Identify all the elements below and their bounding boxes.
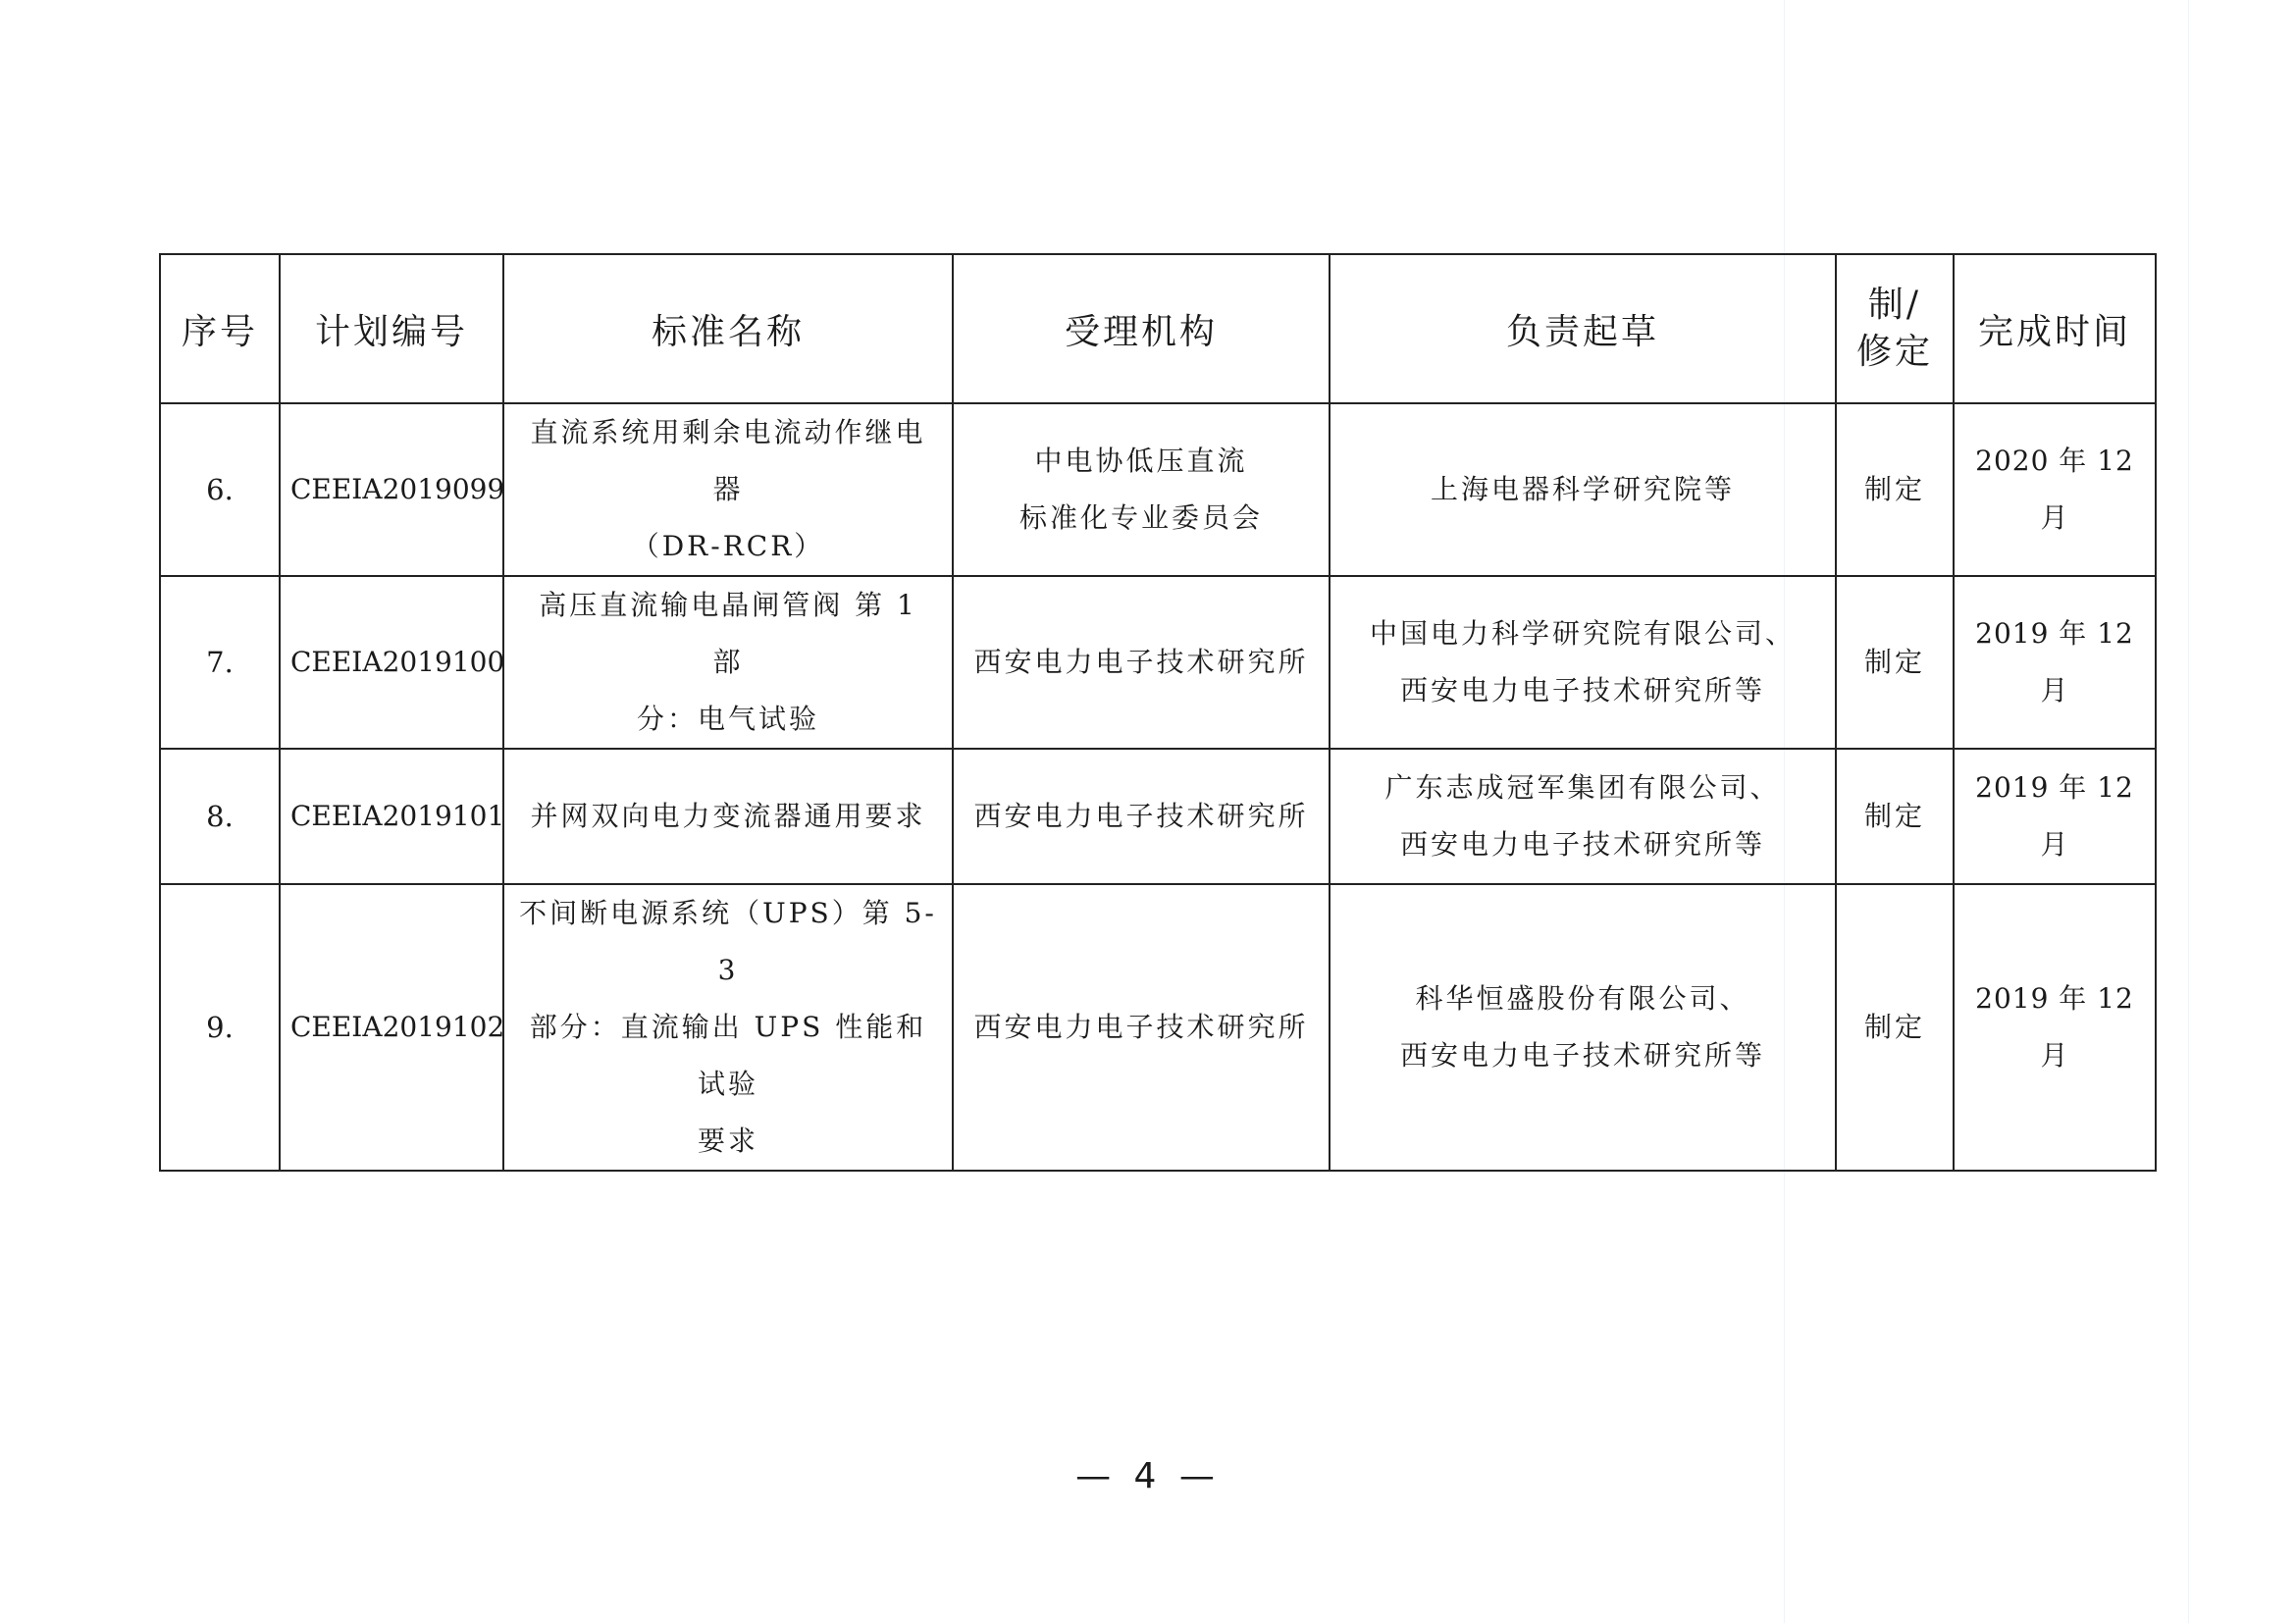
cell-completion: 2019 年 12 月	[1954, 576, 2156, 749]
org-line: 西安电力电子技术研究所	[973, 1011, 1309, 1043]
drafting-line: 西安电力电子技术研究所等	[1399, 1039, 1765, 1072]
drafting-line: 科华恒盛股份有限公司、	[1415, 982, 1750, 1015]
cell-seq: 6.	[160, 403, 280, 576]
cell-standard-name	[503, 576, 953, 749]
header-type	[1836, 254, 1954, 403]
name-line: 分：电气试验	[636, 703, 819, 735]
header-plan-code: 计划编号	[280, 254, 503, 403]
cell-plan-code: CEEIA2019100	[280, 576, 503, 749]
header-seq: 序号	[160, 254, 280, 403]
table-row	[160, 884, 2156, 1171]
cell-type: 制定	[1836, 403, 1954, 576]
header-type-line2: 修定	[1855, 332, 1933, 372]
org-line: 标准化专业委员会	[1018, 501, 1263, 534]
drafting-line: 上海电器科学研究院等	[1430, 473, 1735, 505]
cell-drafting	[1330, 403, 1836, 576]
name-line: 高压直流输电晶闸管阀 第 1 部	[539, 589, 917, 678]
org-line: 西安电力电子技术研究所	[973, 646, 1309, 678]
cell-plan-code: CEEIA2019099	[280, 403, 503, 576]
cell-plan-code: CEEIA2019102	[280, 884, 503, 1171]
name-line: 要求	[697, 1125, 758, 1157]
table-header-row	[160, 254, 2156, 403]
header-drafting: 负责起草	[1330, 254, 1836, 403]
cell-seq: 8.	[160, 749, 280, 884]
drafting-line: 西安电力电子技术研究所等	[1399, 674, 1765, 707]
header-completion: 完成时间	[1954, 254, 2156, 403]
cell-seq: 9.	[160, 884, 280, 1171]
cell-plan-code: CEEIA2019101	[280, 749, 503, 884]
scan-artifact-line	[2188, 0, 2189, 1623]
header-type-line1: 制/	[1867, 285, 1922, 325]
name-line: 直流系统用剩余电流动作继电器	[530, 416, 926, 505]
cell-accepting-org	[953, 884, 1330, 1171]
cell-accepting-org	[953, 749, 1330, 884]
cell-standard-name	[503, 884, 953, 1171]
cell-completion: 2019 年 12 月	[1954, 884, 2156, 1171]
cell-type: 制定	[1836, 576, 1954, 749]
cell-seq: 7.	[160, 576, 280, 749]
cell-accepting-org	[953, 403, 1330, 576]
header-standard-name: 标准名称	[503, 254, 953, 403]
table-row	[160, 749, 2156, 884]
cell-standard-name	[503, 403, 953, 576]
drafting-line: 广东志成冠军集团有限公司、	[1384, 771, 1781, 804]
drafting-line: 西安电力电子技术研究所等	[1399, 828, 1765, 861]
page-number: — 4 —	[1075, 1456, 1221, 1496]
org-line: 西安电力电子技术研究所	[973, 800, 1309, 832]
name-line: 部分：直流输出 UPS 性能和试验	[529, 1011, 927, 1100]
cell-accepting-org	[953, 576, 1330, 749]
cell-drafting	[1330, 884, 1836, 1171]
name-line: 不间断电源系统（UPS）第 5-3	[519, 897, 937, 986]
cell-completion: 2019 年 12 月	[1954, 749, 2156, 884]
standards-plan-table	[159, 253, 2157, 1172]
cell-drafting	[1330, 576, 1836, 749]
cell-type: 制定	[1836, 884, 1954, 1171]
name-line: （DR-RCR）	[631, 530, 825, 562]
name-line: 并网双向电力变流器通用要求	[530, 800, 926, 832]
cell-type: 制定	[1836, 749, 1954, 884]
cell-standard-name	[503, 749, 953, 884]
header-accepting-org: 受理机构	[953, 254, 1330, 403]
cell-completion: 2020 年 12 月	[1954, 403, 2156, 576]
table-row	[160, 403, 2156, 576]
org-line: 中电协低压直流	[1034, 445, 1248, 477]
drafting-line: 中国电力科学研究院有限公司、	[1369, 617, 1796, 650]
table-row	[160, 576, 2156, 749]
cell-drafting	[1330, 749, 1836, 884]
